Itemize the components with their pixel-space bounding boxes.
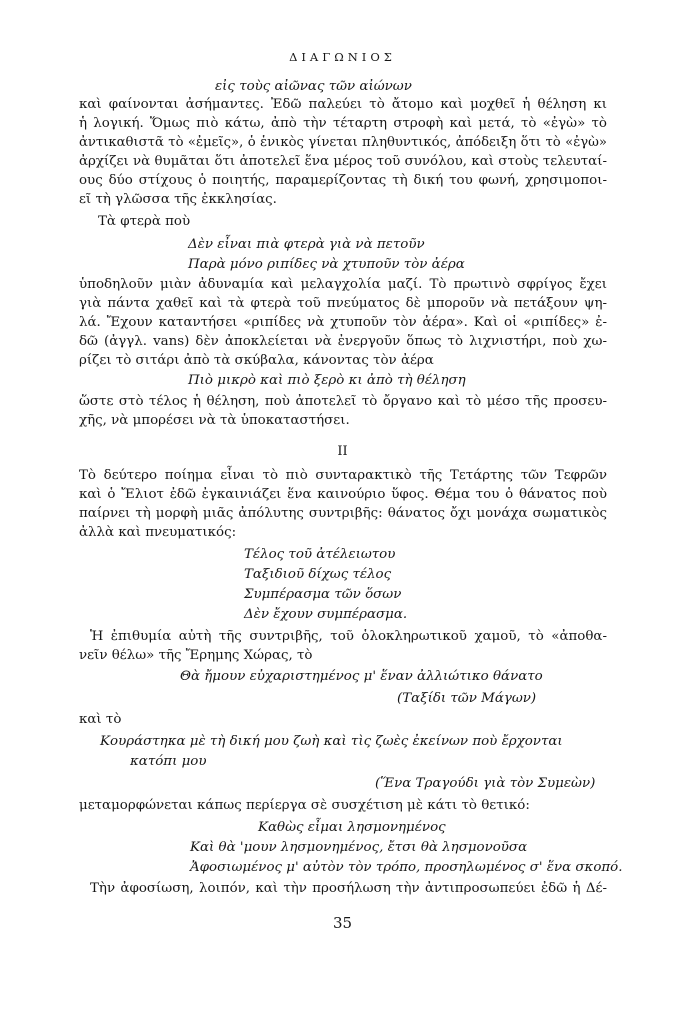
verse-line: Δὲν ἔχουν συμπέρασμα.	[244, 607, 408, 622]
verse-line: εἰς τοὺς αἰῶνας τῶν αἰώνων	[215, 79, 412, 94]
text-line: εῖ τὴ γλῶσσα τῆς ἐκκλησίας.	[79, 192, 277, 207]
verse-source: (Ταξίδι τῶν Μάγων)	[397, 691, 537, 706]
verse-line: Καθὼς εἶμαι λησμονημένος	[258, 820, 446, 835]
section-number: II	[337, 444, 348, 459]
text-line: Τὰ φτερὰ ποὺ	[98, 214, 191, 229]
text-line: παίρνει τὴ μορφὴ μιᾶς ἀπόλυτης συντριβῆς: θάνατος ὄχι μονάχα σωματικὸς	[79, 506, 607, 521]
text-line: νεῖν θέλω» τῆς Ἔρημης Χώρας, τὸ	[79, 648, 313, 663]
verse-line: Κουράστηκα μὲ τὴ δική μου ζωὴ καὶ τὶς ζωὲς ἐκείνων ποὺ ἔρχονται	[100, 734, 563, 749]
text-line: ους δύο στίχους ὁ ποιητής, παραμερίζοντας τὴ δική του φωνή, χρησιμοποι-	[79, 173, 607, 188]
text-line: μεταμορφώνεται κάπως περίεργα σὲ συσχέτιση μὲ κάτι τὸ θετικό:	[79, 798, 530, 813]
verse-line: Δὲν εἶναι πιὰ φτερὰ γιὰ νὰ πετοῦν	[188, 237, 425, 252]
verse-line: Πιὸ μικρὸ καὶ πιὸ ξερὸ κι ἀπὸ τὴ θέληση	[188, 373, 466, 388]
text-line: Τὸ δεύτερο ποίημα εἶναι τὸ πιὸ συνταρακτικὸ τῆς Τετάρτης τῶν Τεφρῶν	[79, 468, 607, 483]
text-line: ἀρχίζει νὰ θυμᾶται ὅτι ἀποτελεῖ ἕνα μέρος τοῦ συνόλου, καὶ στοὺς τελευταί-	[79, 154, 607, 169]
text-line: ἡ λογική. Ὅμως πιὸ κάτω, ἀπὸ τὴν τέταρτη στροφὴ καὶ μετά, τὸ «ἐγὼ» τὸ	[79, 116, 607, 131]
page-number: 35	[332, 914, 353, 932]
verse-line: Ἀφοσιωμένος μ' αὐτὸν τὸν τρόπο, προσηλωμένος σ' ἕνα σκοπό.	[190, 860, 623, 875]
text-line: λά. Ἔχουν καταντήσει «ριπίδες νὰ χτυποῦν τὸν ἀέρα». Καὶ οἱ «ριπίδες» ἐ-	[79, 315, 607, 330]
text-line: ρίζει τὸ σιτάρι ἀπὸ τὰ σκύβαλα, κάνοντας τὸν ἀέρα	[79, 353, 434, 368]
verse-line: Καὶ θὰ 'μουν λησμονημένος, ἔτσι θὰ λησμονοῦσα	[190, 840, 528, 855]
text-line: ὑποδηλοῦν μιὰν ἀδυναμία καὶ μελαγχολία μαζί. Τὸ πρωτινὸ σφρίγος ἔχει	[79, 277, 607, 292]
text-line: καὶ τὸ	[79, 712, 122, 727]
verse-line: Παρὰ μόνο ριπίδες νὰ χτυποῦν τὸν ἀέρα	[188, 257, 465, 272]
verse-source: (Ἕνα Τραγούδι γιὰ τὸν Συμεὼν)	[375, 776, 596, 791]
text-line: Ἡ ἐπιθυμία αὐτὴ τῆς συντριβῆς, τοῦ ὁλοκληρωτικοῦ χαμοῦ, τὸ «ἀποθα-	[90, 629, 607, 644]
text-line: ὥστε στὸ τέλος ἡ θέληση, ποὺ ἀποτελεῖ τὸ ὄργανο καὶ τὸ μέσο τῆς προσευ-	[79, 394, 607, 409]
text-line: ἀντικαθιστᾶ τὸ «ἐμεῖς», ὁ ἑνικὸς γίνεται πληθυντικός, ἀπόδειξη ὅτι τὸ «ἐγὼ»	[79, 135, 607, 150]
verse-line: Συμπέρασμα τῶν ὅσων	[244, 587, 402, 602]
verse-line: Θὰ ἤμουν εὐχαριστημένος μ' ἕναν ἀλλιώτικο θάνατο	[180, 669, 543, 684]
text-line: Τὴν ἀφοσίωση, λοιπόν, καὶ τὴν προσήλωση τὴν ἀντιπροσωπεύει ἐδῶ ἡ Δέ-	[90, 881, 607, 896]
text-line: ἀλλὰ καὶ πνευματικός:	[79, 525, 237, 540]
text-line: δῶ (ἀγγλ. vans) δὲν ἀποκλείεται νὰ ἐνεργοῦν ὅπως τὸ λιχνιστήρι, ποὺ χω-	[79, 334, 607, 349]
verse-line: κατόπι μου	[130, 754, 207, 769]
text-line: χῆς, νὰ μπορέσει νὰ τὰ ὑποκαταστήσει.	[79, 413, 350, 428]
verse-line: Ταξιδιοῦ δίχως τέλος	[244, 567, 392, 582]
text-line: γιὰ πάντα χαθεῖ καὶ τὰ φτερὰ τοῦ πνεύματος δὲ μποροῦν νὰ πετάξουν ψη-	[79, 296, 607, 311]
text-line: καὶ φαίνονται ἀσήμαντες. Ἐδῶ παλεύει τὸ ἄτομο καὶ μοχθεῖ ἡ θέληση κι	[79, 97, 607, 112]
text-line: καὶ ὁ Ἔλιοτ ἐδῶ ἐγκαινιάζει ἕνα καινούριο ὕφος. Θέμα του ὁ θάνατος ποὺ	[79, 487, 607, 502]
running-header: ΔΙΑΓΩΝΙΟΣ	[289, 50, 396, 64]
verse-line: Τέλος τοῦ ἀτέλειωτου	[244, 547, 396, 562]
